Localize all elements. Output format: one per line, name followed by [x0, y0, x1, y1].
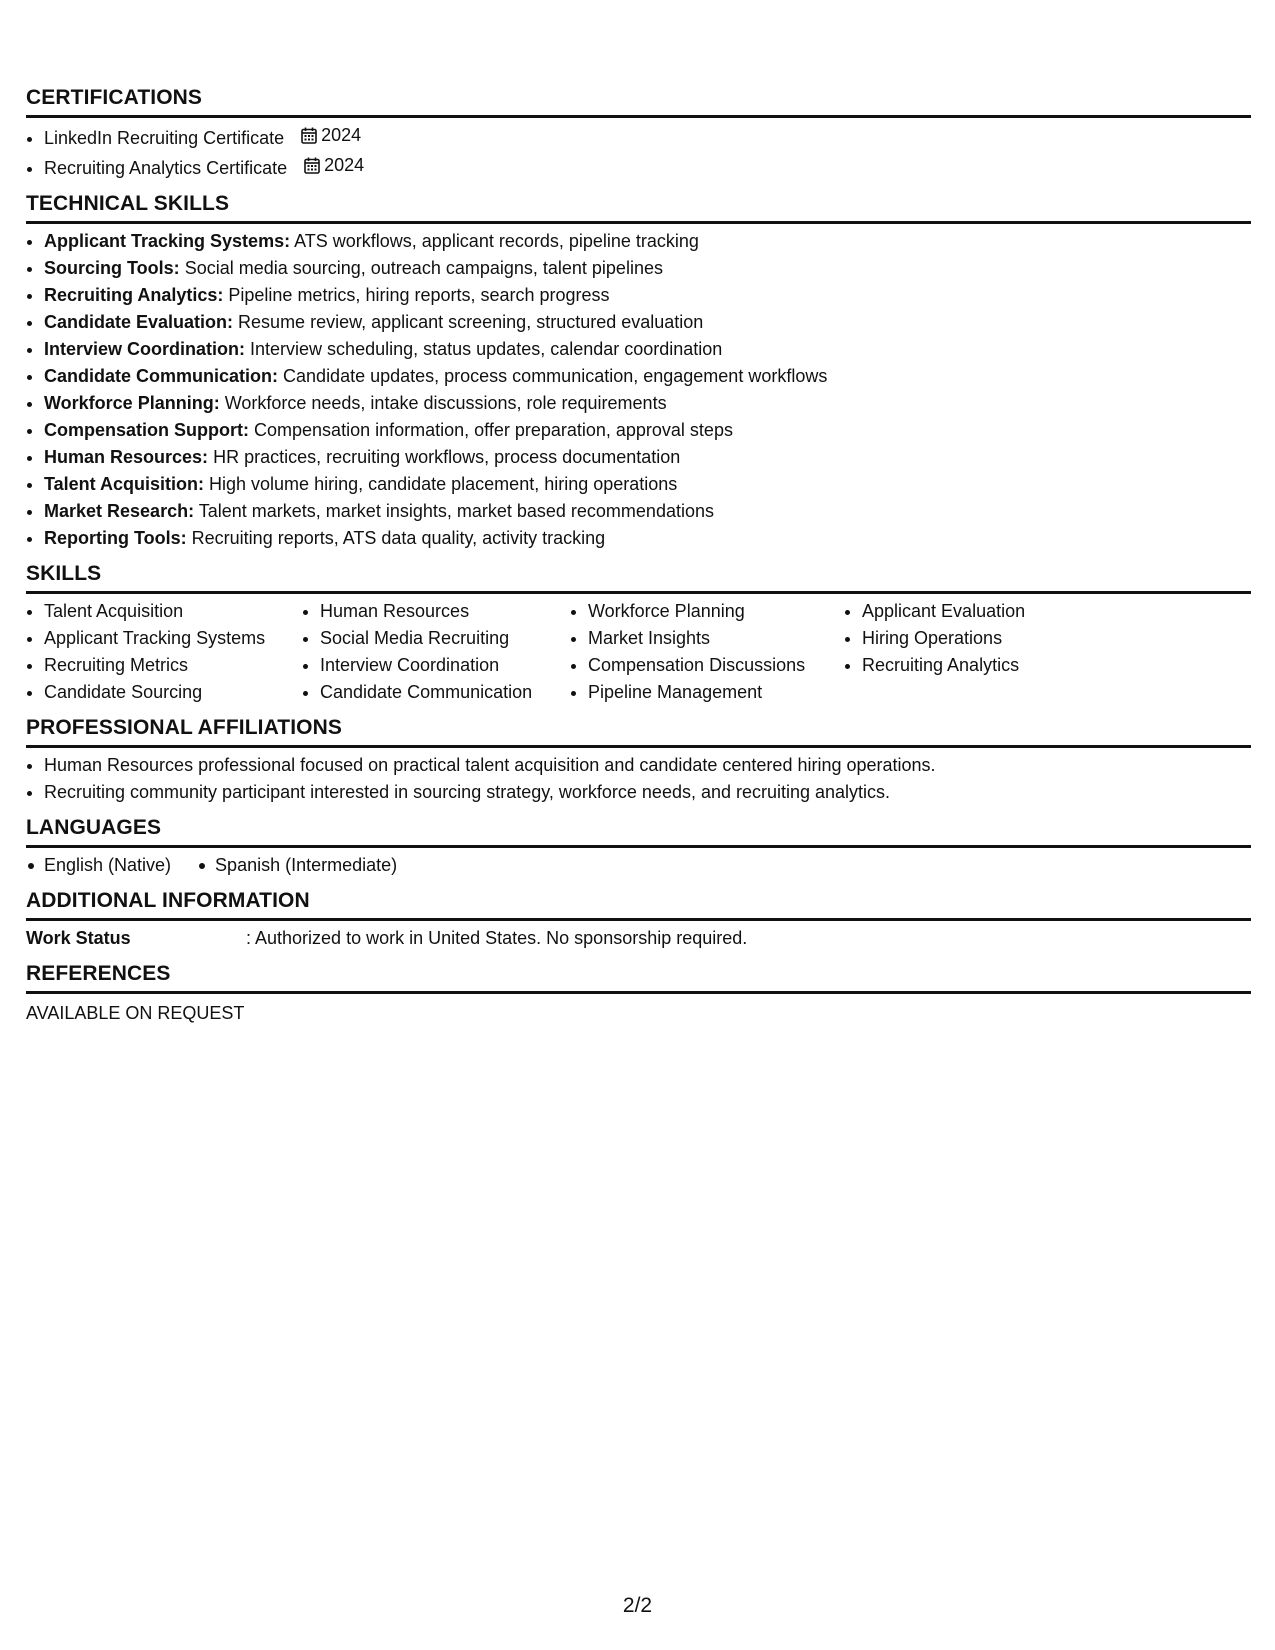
technical-skill-item: [44, 363, 1251, 390]
skills-grid: [26, 598, 1251, 706]
certification-item: [44, 152, 1251, 182]
resume-page: [26, 86, 1251, 1037]
technical-skill-item: [44, 336, 1251, 363]
language-item: English (Native): [26, 852, 171, 879]
skill-item: • Talent Acquisition: [44, 598, 302, 625]
technical-skill-label: Interview Coordination:: [44, 339, 246, 359]
skill-item: • Applicant Evaluation: [862, 598, 1102, 625]
technical-skill-item: [44, 309, 1251, 336]
work-status-label: Work Status: [26, 928, 131, 948]
technical-skill-text: ATS workflows, applicant records, pipeline tracking: [294, 231, 699, 251]
skill-item: • Human Resources: [320, 598, 570, 625]
language-item: Spanish (Intermediate): [197, 852, 397, 879]
certification-name: Recruiting Analytics Certificate: [44, 158, 288, 178]
certification-year: 2024: [321, 125, 362, 145]
languages-section: [26, 816, 1251, 879]
technical-skill-item: [44, 282, 1251, 309]
technical-skill-label: Sourcing Tools:: [44, 258, 180, 278]
calendar-icon: [304, 157, 320, 174]
languages-list: [26, 852, 1251, 879]
work-status-row: [26, 925, 1251, 952]
technical-skill-label: Applicant Tracking Systems:: [44, 231, 291, 251]
skill-item: • Interview Coordination: [320, 652, 570, 679]
technical-skill-label: Workforce Planning:: [44, 393, 220, 413]
skill-item: • Compensation Discussions: [588, 652, 844, 679]
technical-skill-text: Pipeline metrics, hiring reports, search progress: [228, 285, 610, 305]
technical-skills-list: [26, 228, 1251, 552]
technical-skill-text: Workforce needs, intake discussions, role requirements: [224, 393, 667, 413]
technical-skill-label: Reporting Tools:: [44, 528, 187, 548]
certifications-heading: CERTIFICATIONS: [26, 86, 1251, 118]
skills-column: [26, 598, 302, 706]
references-heading: REFERENCES: [26, 962, 1251, 994]
technical-skill-item: [44, 444, 1251, 471]
skill-item: • Candidate Sourcing: [44, 679, 302, 706]
technical-skill-item: [44, 390, 1251, 417]
technical-skill-label: Recruiting Analytics:: [44, 285, 224, 305]
references-text: AVAILABLE ON REQUEST: [26, 1003, 245, 1023]
skill-item: • Candidate Communication: [320, 679, 570, 706]
technical-skill-text: High volume hiring, candidate placement, hiring operations: [209, 474, 678, 494]
technical-skill-item: [44, 471, 1251, 498]
work-status-value: : Authorized to work in United States. No sponsorship required.: [246, 928, 748, 948]
technical-skill-item: [44, 228, 1251, 255]
skill-item: • Workforce Planning: [588, 598, 844, 625]
skills-column: [570, 598, 844, 706]
technical-skill-label: Candidate Communication:: [44, 366, 279, 386]
certifications-list: [26, 122, 1251, 182]
calendar-icon: [301, 127, 317, 144]
technical-skill-text: Talent markets, market insights, market based recommendations: [198, 501, 714, 521]
technical-skill-text: Interview scheduling, status updates, calendar coordination: [250, 339, 723, 359]
affiliations-list: [26, 752, 1251, 806]
technical-skill-item: [44, 498, 1251, 525]
affiliations-section: [26, 716, 1251, 806]
additional-info-heading: ADDITIONAL INFORMATION: [26, 889, 1251, 921]
affiliation-item: • Human Resources professional focused on practical talent acquisition and candidate centered hiring operations.: [44, 752, 1251, 779]
certifications-section: [26, 86, 1251, 182]
languages-heading: LANGUAGES: [26, 816, 1251, 848]
skill-item: • Recruiting Analytics: [862, 652, 1102, 679]
technical-skill-label: Candidate Evaluation:: [44, 312, 234, 332]
technical-skill-item: [44, 525, 1251, 552]
technical-skill-text: Candidate updates, process communication, engagement workflows: [283, 366, 828, 386]
technical-skill-item: [44, 255, 1251, 282]
skill-item: • Social Media Recruiting: [320, 625, 570, 652]
technical-skill-text: Resume review, applicant screening, structured evaluation: [238, 312, 704, 332]
technical-skills-section: [26, 192, 1251, 552]
skills-heading: SKILLS: [26, 562, 1251, 594]
certification-name: LinkedIn Recruiting Certificate: [44, 128, 285, 148]
affiliation-item: • Recruiting community participant interested in sourcing strategy, workforce needs, and recruiting analytics.: [44, 779, 1251, 806]
technical-skill-label: Market Research:: [44, 501, 195, 521]
skill-item: • Applicant Tracking Systems: [44, 625, 302, 652]
technical-skill-label: Human Resources:: [44, 447, 209, 467]
technical-skills-heading: TECHNICAL SKILLS: [26, 192, 1251, 224]
technical-skill-text: Compensation information, offer preparation, approval steps: [254, 420, 733, 440]
certification-item: [44, 122, 1251, 152]
technical-skill-item: [44, 417, 1251, 444]
technical-skill-text: Social media sourcing, outreach campaigns, talent pipelines: [184, 258, 663, 278]
certification-date: [304, 152, 364, 179]
technical-skill-label: Talent Acquisition:: [44, 474, 204, 494]
affiliations-heading: PROFESSIONAL AFFILIATIONS: [26, 716, 1251, 748]
technical-skill-label: Compensation Support:: [44, 420, 249, 440]
references-section: [26, 962, 1251, 1027]
certification-date: [301, 122, 361, 149]
skill-item: • Recruiting Metrics: [44, 652, 302, 679]
skills-column: [302, 598, 570, 706]
technical-skill-text: HR practices, recruiting workflows, process documentation: [213, 447, 681, 467]
additional-info-section: [26, 889, 1251, 952]
skills-section: [26, 562, 1251, 706]
skill-item: • Hiring Operations: [862, 625, 1102, 652]
skill-item: • Market Insights: [588, 625, 844, 652]
technical-skill-text: Recruiting reports, ATS data quality, activity tracking: [191, 528, 606, 548]
certification-year: 2024: [324, 155, 365, 175]
skill-item: • Pipeline Management: [588, 679, 844, 706]
skills-column: [844, 598, 1102, 706]
page-number: 2/2: [622, 1594, 653, 1617]
